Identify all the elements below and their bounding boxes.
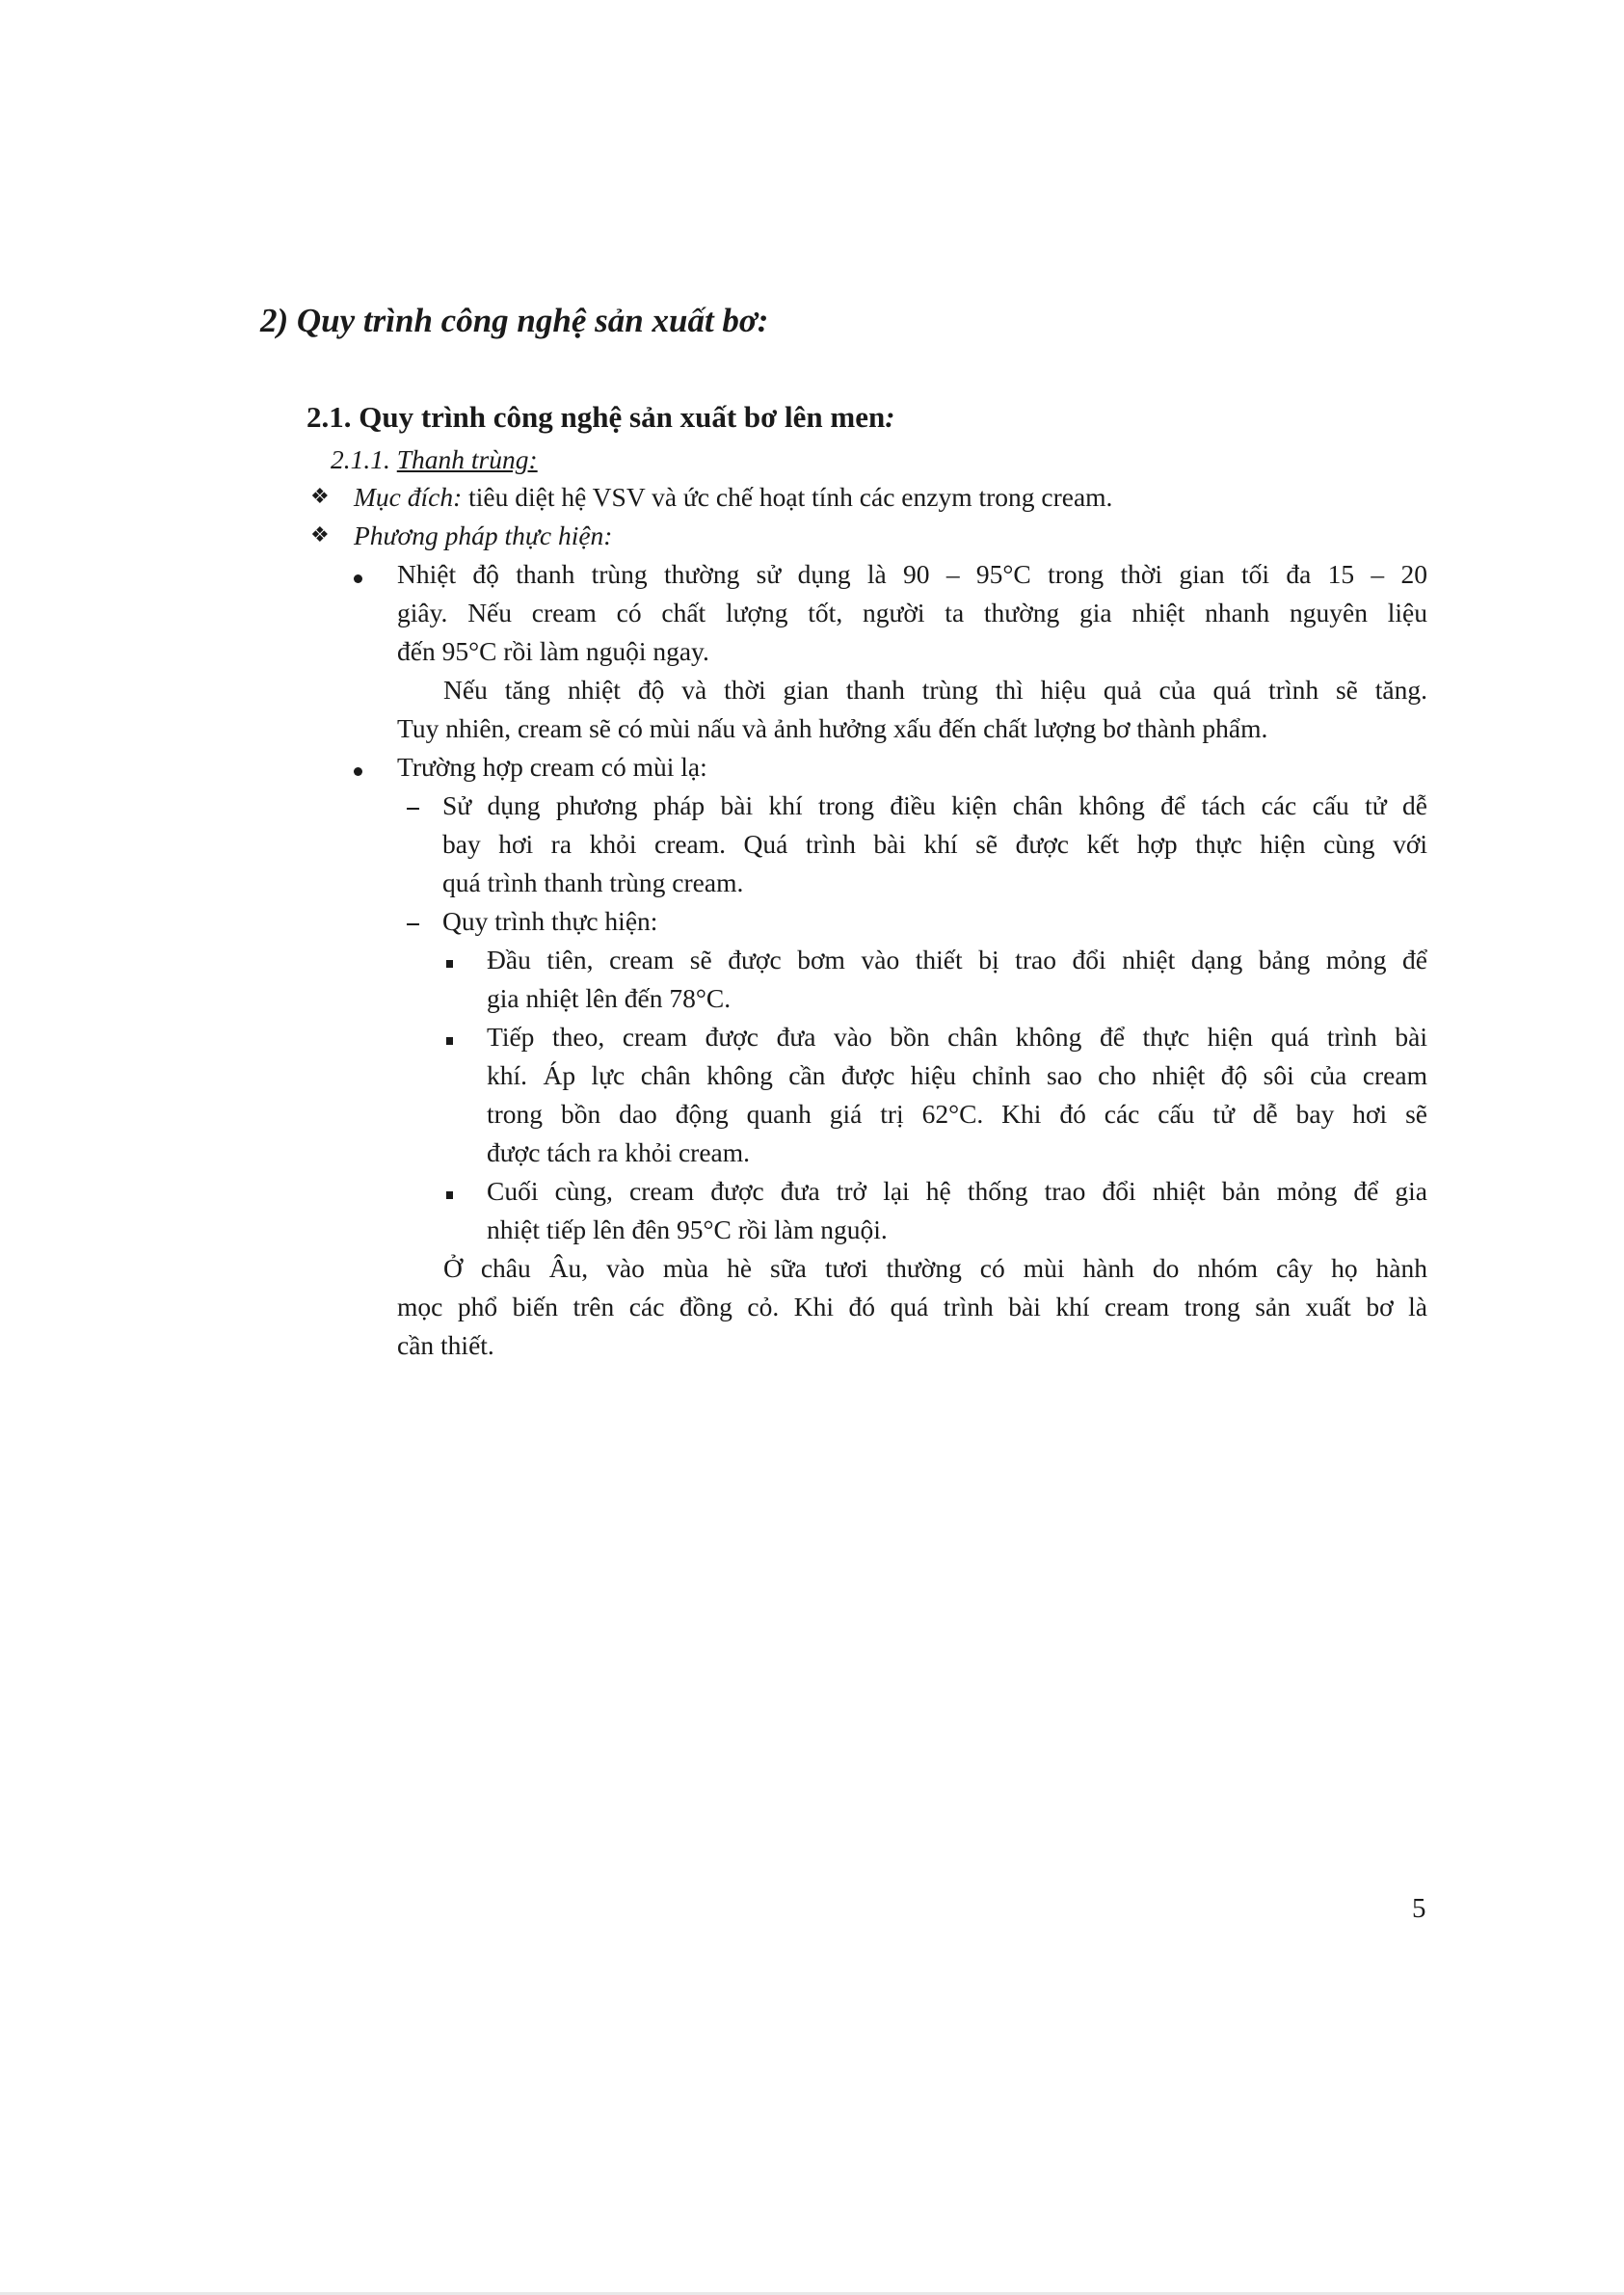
- step-2-paragraph: [487, 1018, 1427, 1172]
- purpose-text: tiêu diệt hệ VSV và ức chế hoạt tính các enzym trong cream.: [462, 482, 1113, 512]
- purpose-label: Mục đích:: [354, 482, 463, 512]
- procedure-label: Quy trình thực hiện:: [442, 906, 658, 936]
- paragraph-line: Tiếp theo, cream được đưa vào bồn chân không để thực hiện quá trình bài: [487, 1022, 1427, 1052]
- bullet-temperature-paragraph: [397, 555, 1427, 671]
- square-bullet-icon: [446, 1191, 453, 1199]
- subsection-heading-colon: :: [885, 400, 895, 434]
- page-number: 5: [1412, 1893, 1426, 1924]
- diamond-bullet-icon: ❖: [310, 523, 330, 547]
- paragraph-line: cần thiết.: [397, 1330, 494, 1360]
- paragraph-line: mọc phổ biến trên các đồng cỏ. Khi đó quá trình bài khí cream trong sản xuất bơ là: [397, 1292, 1427, 1321]
- europe-paragraph: [397, 1249, 1427, 1365]
- round-bullet-icon: [354, 574, 362, 583]
- subsection-heading-text: 2.1. Quy trình công nghệ sản xuất bơ lên men: [306, 400, 886, 434]
- purpose-line: [354, 478, 1112, 517]
- paragraph-line: khí. Áp lực chân không cần được hiệu chỉnh sao cho nhiệt độ sôi của cream: [487, 1060, 1427, 1090]
- square-bullet-icon: [446, 960, 453, 968]
- section-heading: 2) Quy trình công nghệ sản xuất bơ:: [260, 302, 769, 339]
- paragraph-line: bay hơi ra khỏi cream. Quá trình bài khí sẽ được kết hợp thực hiện cùng với: [442, 829, 1427, 859]
- round-bullet-icon: [354, 767, 362, 776]
- step-1-paragraph: [487, 941, 1427, 1018]
- square-bullet-icon: [446, 1037, 453, 1045]
- paragraph-line: Đầu tiên, cream sẽ được bơm vào thiết bị trao đổi nhiệt dạng bảng mỏng để: [487, 945, 1427, 974]
- paragraph-line: giây. Nếu cream có chất lượng tốt, người ta thường gia nhiệt nhanh nguyên liệu: [397, 598, 1427, 627]
- paragraph-line: đến 95°C rồi làm nguội ngay.: [397, 636, 709, 666]
- paragraph-line: Nếu tăng nhiệt độ và thời gian thanh trùng thì hiệu quả của quá trình sẽ tăng.: [443, 675, 1427, 705]
- subsubsection-title: Thanh trùng:: [396, 444, 538, 474]
- method-label: Phương pháp thực hiện:: [354, 520, 613, 550]
- subsection-heading: [306, 398, 895, 437]
- paragraph-line: gia nhiệt lên đến 78°C.: [487, 983, 732, 1013]
- paragraph-line: quá trình thanh trùng cream.: [442, 867, 744, 897]
- paragraph-line: Tuy nhiên, cream sẽ có mùi nấu và ảnh hưởng xấu đến chất lượng bơ thành phẩm.: [397, 713, 1268, 743]
- dash-bullet-icon: [407, 808, 419, 810]
- paragraph-line: Ở châu Âu, vào mùa hè sữa tươi thường có mùi hành do nhóm cây họ hành: [443, 1253, 1427, 1283]
- odor-case-label: Trường hợp cream có mùi lạ:: [397, 752, 707, 782]
- subsubsection-heading: [331, 440, 538, 479]
- diamond-bullet-icon: ❖: [310, 485, 330, 509]
- paragraph-line: được tách ra khỏi cream.: [487, 1137, 750, 1167]
- dash-bullet-icon: [407, 923, 419, 925]
- subsubsection-number: 2.1.1.: [331, 444, 397, 474]
- paragraph-line: nhiệt tiếp lên đên 95°C rồi làm nguội.: [487, 1214, 888, 1244]
- paragraph-line: Nhiệt độ thanh trùng thường sử dụng là 90 – 95°C trong thời gian tối đa 15 – 20: [397, 559, 1427, 589]
- step-3-paragraph: [487, 1172, 1427, 1249]
- paragraph-line: Sử dụng phương pháp bài khí trong điều kiện chân không để tách các cấu tử dễ: [442, 790, 1427, 820]
- paragraph-line: trong bồn dao động quanh giá trị 62°C. Khi đó các cấu tử dễ bay hơi sẽ: [487, 1099, 1427, 1129]
- deaeration-paragraph: [442, 787, 1427, 902]
- temperature-effect-paragraph: [397, 671, 1427, 748]
- paragraph-line: Cuối cùng, cream được đưa trở lại hệ thống trao đổi nhiệt bản mỏng để gia: [487, 1176, 1427, 1206]
